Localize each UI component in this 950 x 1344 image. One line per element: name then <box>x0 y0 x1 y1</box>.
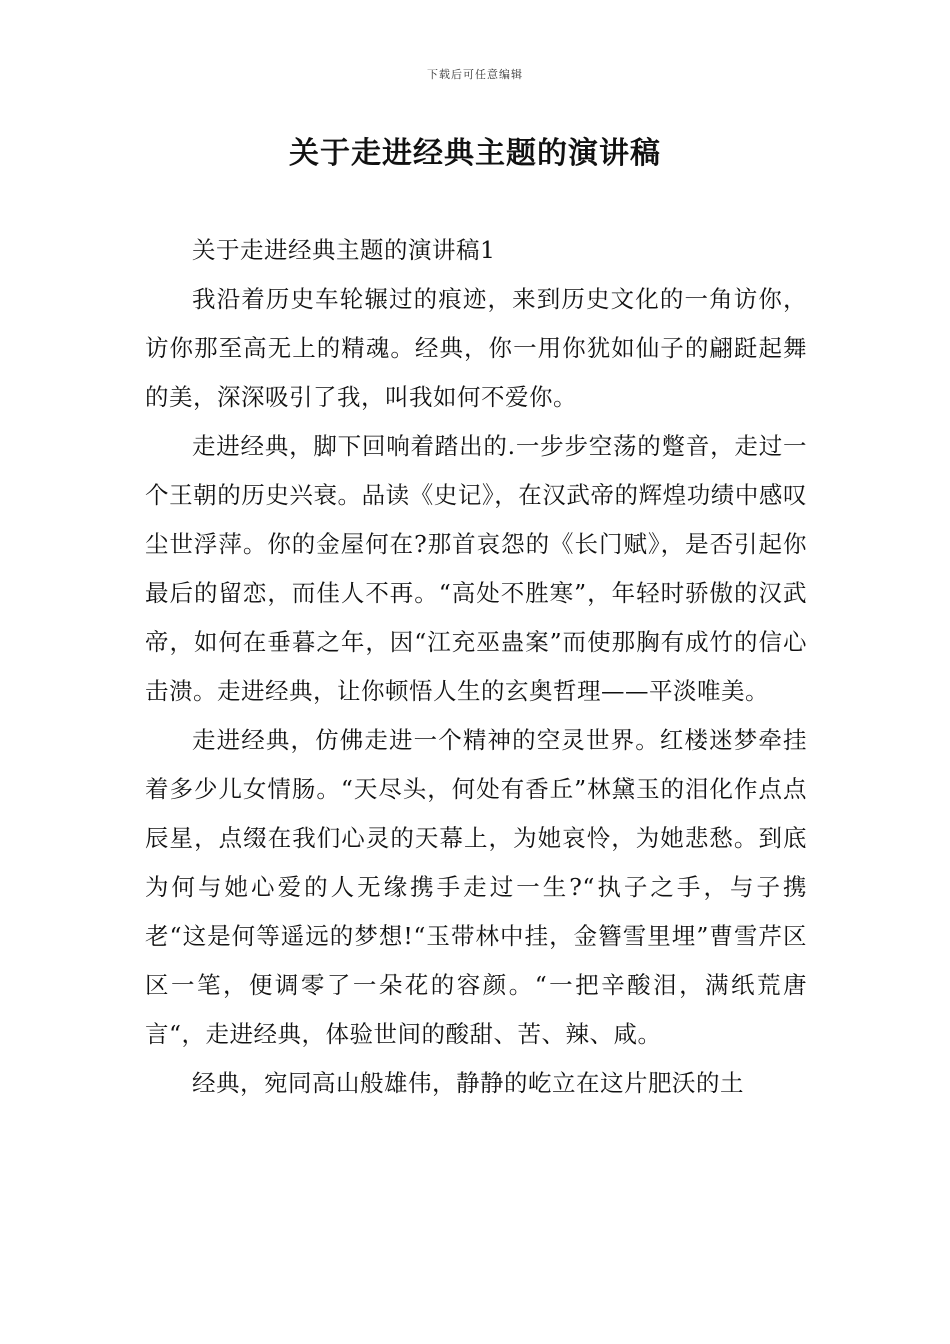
header-note: 下载后可任意编辑 <box>427 68 523 81</box>
document-body <box>145 226 807 1108</box>
paragraph: 走进经典，仿佛走进一个精神的空灵世界。红楼迷梦牵挂着多少儿女情肠。“天尽头，何处有香丘”林黛玉的泪化作点点辰星，点缀在我们心灵的天幕上，为她哀怜，为她悲愁。到底为何与她心爱的人无缘携手走过一生?“执子之手，与子携老“这是何等遥远的梦想!“玉带林中挂，金簪雪里埋”曹雪芹区区一笔，便调零了一朵花的容颜。“一把辛酸泪，满纸荒唐言“，走进经典，体验世间的酸甜、苦、辣、咸。 <box>145 726 807 1048</box>
document-title: 关于走进经典主题的演讲稿 <box>289 136 661 171</box>
paragraph: 经典，宛同高山般雄伟，静静的屹立在这片肥沃的土 <box>192 1069 744 1097</box>
paragraph: 走进经典，脚下回响着踏出的.一步步空荡的蹩音，走过一个王朝的历史兴衰。品读《史记》，在汉武帝的辉煌功绩中感叹尘世浮萍。你的金屋何在?那首哀怨的《长门赋》，是否引起你最后的留恋，而佳人不再。“高处不胜寒”，年轻时骄傲的汉武帝，如何在垂暮之年，因“江充巫蛊案”而使那胸有成竹的信心击溃。走进经典，让你顿悟人生的玄奥哲理——平淡唯美。 <box>145 432 807 705</box>
paragraph: 我沿着历史车轮辗过的痕迹，来到历史文化的一角访你，访你那至高无上的精魂。经典，你一用你犹如仙子的翩跹起舞的美，深深吸引了我，叫我如何不爱你。 <box>145 285 807 411</box>
paragraph-subtitle: 关于走进经典主题的演讲稿1 <box>192 236 496 264</box>
